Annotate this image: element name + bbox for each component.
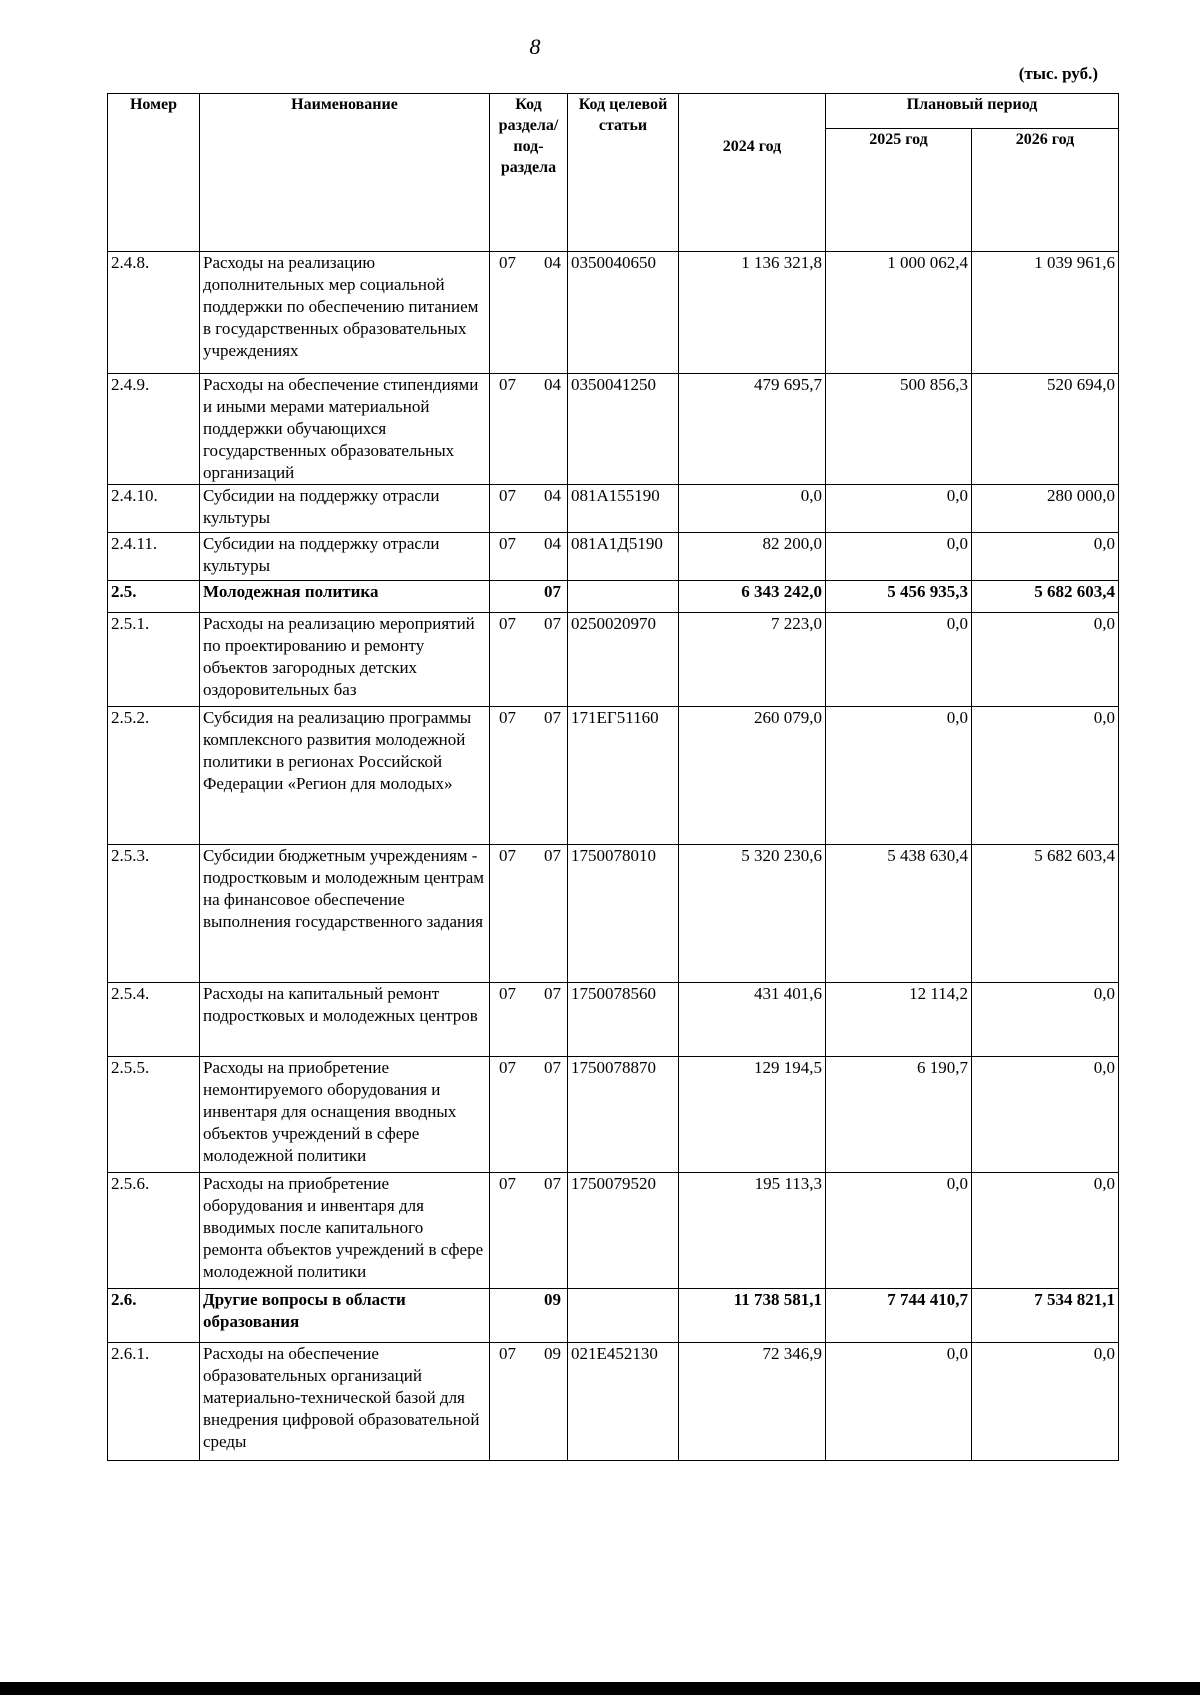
row-value-2024: 82 200,0: [679, 533, 826, 581]
row-value-2024: 72 346,9: [679, 1343, 826, 1461]
row-section-code: [490, 845, 568, 983]
row-section-code: [490, 707, 568, 845]
row-value-2025: 0,0: [826, 533, 972, 581]
row-value-2026: 1 039 961,6: [972, 252, 1119, 374]
row-value-2025: 5 438 630,4: [826, 845, 972, 983]
row-name: Расходы на приобретение немонтируемого оборудования и инвентаря для оснащения вводных объектов учреждений в сфере молодежной политики: [200, 1057, 490, 1173]
row-value-2026: 280 000,0: [972, 485, 1119, 533]
row-target-code: 0250020970: [568, 613, 679, 707]
header-name: Наименование: [200, 94, 490, 252]
row-number: 2.5.: [108, 581, 200, 613]
row-section-code: [490, 252, 568, 374]
table-row: [108, 707, 1119, 845]
table-row: [108, 1057, 1119, 1173]
table-row: [108, 533, 1119, 581]
row-value-2024: 260 079,0: [679, 707, 826, 845]
row-name: Субсидии бюджетным учреждениям - подростковым и молодежным центрам на финансовое обеспечение выполнения государственного задания: [200, 845, 490, 983]
table-row: [108, 1173, 1119, 1289]
header-number: Номер: [108, 94, 200, 252]
row-value-2026: 0,0: [972, 983, 1119, 1057]
table-row: [108, 374, 1119, 485]
row-name: Субсидии на поддержку отрасли культуры: [200, 485, 490, 533]
row-value-2026: 0,0: [972, 1343, 1119, 1461]
row-value-2026: 5 682 603,4: [972, 581, 1119, 613]
podrazdel-code: 07: [544, 846, 561, 865]
row-name: Расходы на приобретение оборудования и инвентаря для вводимых после капитального ремонта объектов учреждений в сфере молодежной политики: [200, 1173, 490, 1289]
table-row: [108, 581, 1119, 613]
row-number: 2.4.8.: [108, 252, 200, 374]
podrazdel-code: 07: [544, 1058, 561, 1077]
row-target-code: 081A1Д5190: [568, 533, 679, 581]
razdel-code: 07: [499, 486, 516, 505]
row-number: 2.6.1.: [108, 1343, 200, 1461]
units-label: (тыс. руб.): [1018, 64, 1098, 83]
row-value-2024: 11 738 581,1: [679, 1289, 826, 1343]
header-planning-period: Плановый период: [826, 94, 1119, 129]
row-section-code: [490, 613, 568, 707]
row-section-code: [490, 1173, 568, 1289]
row-value-2025: 0,0: [826, 1343, 972, 1461]
row-name: Субсидии на поддержку отрасли культуры: [200, 533, 490, 581]
row-value-2025: 500 856,3: [826, 374, 972, 485]
row-target-code: 1750078870: [568, 1057, 679, 1173]
table-row: [108, 1289, 1119, 1343]
row-value-2025: 0,0: [826, 1173, 972, 1289]
podrazdel-code: 09: [544, 1344, 561, 1363]
row-value-2024: 5 320 230,6: [679, 845, 826, 983]
row-value-2024: 6 343 242,0: [679, 581, 826, 613]
row-name: Расходы на обеспечение стипендиями и иными мерами материальной поддержки обучающихся государственных образовательных организаций: [200, 374, 490, 485]
row-number: 2.4.11.: [108, 533, 200, 581]
row-section-code: [490, 581, 568, 613]
podrazdel-code: 04: [544, 534, 561, 553]
row-value-2024: 0,0: [679, 485, 826, 533]
row-value-2025: 12 114,2: [826, 983, 972, 1057]
row-number: 2.5.1.: [108, 613, 200, 707]
row-value-2025: 6 190,7: [826, 1057, 972, 1173]
row-value-2025: 1 000 062,4: [826, 252, 972, 374]
budget-table: [107, 93, 1119, 1461]
row-target-code: 081A155190: [568, 485, 679, 533]
row-value-2025: 0,0: [826, 613, 972, 707]
row-section-code: [490, 1343, 568, 1461]
podrazdel-code: 07: [544, 708, 561, 727]
row-value-2024: 129 194,5: [679, 1057, 826, 1173]
row-number: 2.4.10.: [108, 485, 200, 533]
razdel-code: 07: [499, 375, 516, 394]
row-name: Другие вопросы в области образования: [200, 1289, 490, 1343]
podrazdel-code: 07: [544, 984, 561, 1003]
row-value-2026: 7 534 821,1: [972, 1289, 1119, 1343]
row-section-code: [490, 1057, 568, 1173]
header-year-2025: 2025 год: [826, 129, 972, 252]
row-target-code: 021Е452130: [568, 1343, 679, 1461]
row-name: Расходы на обеспечение образовательных организаций материально-технической базой для внедрения цифровой образовательной среды: [200, 1343, 490, 1461]
table-row: [108, 1343, 1119, 1461]
row-value-2024: 431 401,6: [679, 983, 826, 1057]
row-section-code: [490, 485, 568, 533]
row-target-code: 0350041250: [568, 374, 679, 485]
razdel-code: 07: [499, 1344, 516, 1363]
podrazdel-code: 07: [544, 1174, 561, 1193]
razdel-code: 07: [499, 846, 516, 865]
podrazdel-code: 09: [544, 1290, 561, 1309]
podrazdel-code: 07: [544, 582, 561, 601]
table-row: [108, 613, 1119, 707]
row-value-2024: 195 113,3: [679, 1173, 826, 1289]
razdel-code: 07: [499, 534, 516, 553]
header-target-code: Код целевой статьи: [568, 94, 679, 252]
row-value-2026: 5 682 603,4: [972, 845, 1119, 983]
row-number: 2.5.3.: [108, 845, 200, 983]
row-name: Расходы на капитальный ремонт подростковых и молодежных центров: [200, 983, 490, 1057]
row-number: 2.6.: [108, 1289, 200, 1343]
row-section-code: [490, 374, 568, 485]
row-value-2024: 7 223,0: [679, 613, 826, 707]
row-name: Молодежная политика: [200, 581, 490, 613]
razdel-code: 07: [499, 614, 516, 633]
row-target-code: 1750078560: [568, 983, 679, 1057]
razdel-code: 07: [499, 708, 516, 727]
row-number: 2.5.2.: [108, 707, 200, 845]
row-value-2024: 1 136 321,8: [679, 252, 826, 374]
header-year-2026: 2026 год: [972, 129, 1119, 252]
row-value-2025: 0,0: [826, 485, 972, 533]
row-number: 2.5.4.: [108, 983, 200, 1057]
row-target-code: 0350040650: [568, 252, 679, 374]
podrazdel-code: 04: [544, 253, 561, 272]
row-section-code: [490, 533, 568, 581]
row-section-code: [490, 983, 568, 1057]
header-section-code: Код раздела/ под- раздела: [490, 94, 568, 252]
row-value-2025: 0,0: [826, 707, 972, 845]
header-year-2024: 2024 год: [679, 94, 826, 252]
row-number: 2.4.9.: [108, 374, 200, 485]
razdel-code: 07: [499, 1174, 516, 1193]
row-number: 2.5.5.: [108, 1057, 200, 1173]
razdel-code: 07: [499, 984, 516, 1003]
podrazdel-code: 07: [544, 614, 561, 633]
row-value-2026: 0,0: [972, 1173, 1119, 1289]
table-row: [108, 252, 1119, 374]
row-name: Субсидия на реализацию программы комплексного развития молодежной политики в регионах Российской Федерации «Регион для молодых»: [200, 707, 490, 845]
row-target-code: 171ЕГ51160: [568, 707, 679, 845]
row-name: Расходы на реализацию мероприятий по проектированию и ремонту объектов загородных детских оздоровительных баз: [200, 613, 490, 707]
row-value-2025: 7 744 410,7: [826, 1289, 972, 1343]
row-name: Расходы на реализацию дополнительных мер социальной поддержки по обеспечению питанием в государственных образовательных учреждениях: [200, 252, 490, 374]
table-row: [108, 485, 1119, 533]
row-number: 2.5.6.: [108, 1173, 200, 1289]
row-value-2026: 0,0: [972, 533, 1119, 581]
row-value-2026: 0,0: [972, 613, 1119, 707]
row-target-code: 1750078010: [568, 845, 679, 983]
table-row: [108, 845, 1119, 983]
row-value-2026: 0,0: [972, 1057, 1119, 1173]
page-number: 8: [529, 34, 541, 59]
row-value-2026: 0,0: [972, 707, 1119, 845]
row-value-2024: 479 695,7: [679, 374, 826, 485]
row-target-code: 1750079520: [568, 1173, 679, 1289]
podrazdel-code: 04: [544, 486, 561, 505]
table-row: [108, 983, 1119, 1057]
row-value-2025: 5 456 935,3: [826, 581, 972, 613]
razdel-code: 07: [499, 253, 516, 272]
scan-edge: [0, 1682, 1200, 1695]
razdel-code: 07: [499, 1058, 516, 1077]
row-target-code: [568, 581, 679, 613]
row-section-code: [490, 1289, 568, 1343]
podrazdel-code: 04: [544, 375, 561, 394]
row-target-code: [568, 1289, 679, 1343]
row-value-2026: 520 694,0: [972, 374, 1119, 485]
